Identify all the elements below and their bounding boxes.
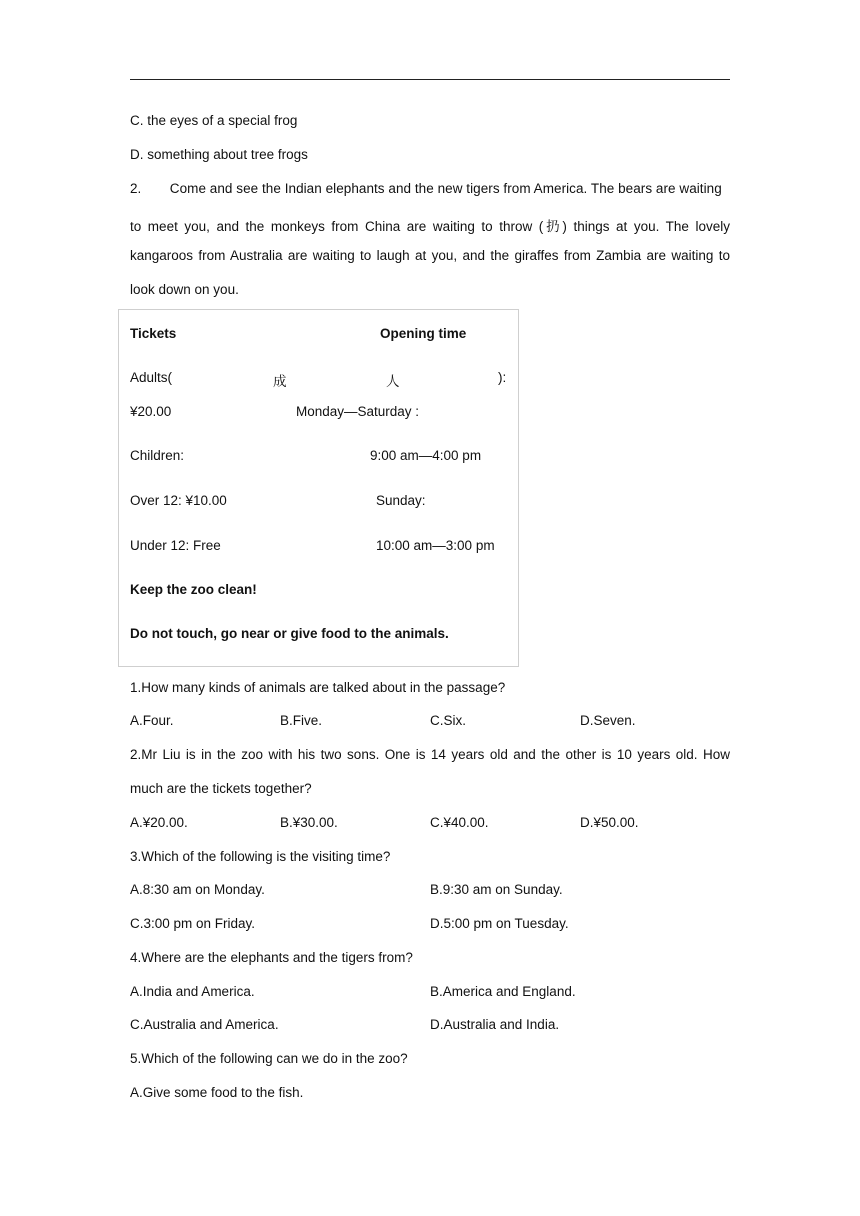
weekday-hours: 9:00 am—4:00 pm <box>370 448 482 463</box>
zoo-notice-box <box>118 309 519 667</box>
rule-keep-clean: Keep the zoo clean! <box>130 582 257 597</box>
under-12-price: Under 12: Free <box>130 538 221 553</box>
adults-label-prefix: Adults( <box>130 370 173 385</box>
q4-option-d: D.Australia and India. <box>430 1017 560 1032</box>
passage-line-1 <box>130 181 730 196</box>
weekday-label: Monday—Saturday : <box>296 404 420 419</box>
question-3-stem: 3.Which of the following is the visiting time? <box>130 849 391 864</box>
adults-cn-1: 成 <box>273 374 287 389</box>
passage-number: 2. <box>130 181 142 196</box>
q2-option-c: C.¥40.00. <box>430 815 489 830</box>
passage-line-4: look down on you. <box>130 282 239 297</box>
header-rule <box>130 79 730 80</box>
q1-option-b: B.Five. <box>280 713 323 728</box>
q3-option-c: C.3:00 pm on Friday. <box>130 916 256 931</box>
children-label: Children: <box>130 448 185 463</box>
q3-option-d: D.5:00 pm on Tuesday. <box>430 916 569 931</box>
q1-option-d: D.Seven. <box>580 713 636 728</box>
option-d-prev: D. something about tree frogs <box>130 147 308 162</box>
question-2-stem-line-2: much are the tickets together? <box>130 781 312 796</box>
question-4-stem: 4.Where are the elephants and the tigers from? <box>130 950 413 965</box>
question-5-stem: 5.Which of the following can we do in the zoo? <box>130 1051 408 1066</box>
rule-no-touch: Do not touch, go near or give food to the animals. <box>130 626 449 641</box>
adults-label-suffix: ): <box>498 370 507 385</box>
adults-cn-2: 人 <box>386 374 400 389</box>
q4-option-a: A.India and America. <box>130 984 255 999</box>
q1-option-a: A.Four. <box>130 713 174 728</box>
opening-time-header: Opening time <box>380 326 467 341</box>
q3-option-a: A.8:30 am on Monday. <box>130 882 265 897</box>
sunday-hours: 10:00 am—3:00 pm <box>376 538 495 553</box>
q2-option-d: D.¥50.00. <box>580 815 639 830</box>
q2-option-b: B.¥30.00. <box>280 815 338 830</box>
q1-option-c: C.Six. <box>430 713 467 728</box>
question-1-stem: 1.How many kinds of animals are talked about in the passage? <box>130 680 506 695</box>
passage-line-2: to meet you, and the monkeys from China are waiting to throw (扔) things at you. The lovely <box>130 219 730 234</box>
adult-price: ¥20.00 <box>130 404 172 419</box>
q5-option-a: A.Give some food to the fish. <box>130 1085 304 1100</box>
passage-line-3: kangaroos from Australia are waiting to laugh at you, and the giraffes from Zambia are waiting to <box>130 248 730 263</box>
q2-option-a: A.¥20.00. <box>130 815 188 830</box>
passage-line-1-text: Come and see the Indian elephants and the new tigers from America. The bears are waiting <box>169 181 722 196</box>
q4-option-b: B.America and England. <box>430 984 576 999</box>
q4-option-c: C.Australia and America. <box>130 1017 279 1032</box>
tickets-header: Tickets <box>130 326 177 341</box>
q3-option-b: B.9:30 am on Sunday. <box>430 882 563 897</box>
over-12-price: Over 12: ¥10.00 <box>130 493 227 508</box>
option-c-prev: C. the eyes of a special frog <box>130 113 298 128</box>
sunday-label: Sunday: <box>376 493 426 508</box>
question-2-stem-line-1: 2.Mr Liu is in the zoo with his two sons. One is 14 years old and the other is 10 years old. How <box>130 747 730 762</box>
